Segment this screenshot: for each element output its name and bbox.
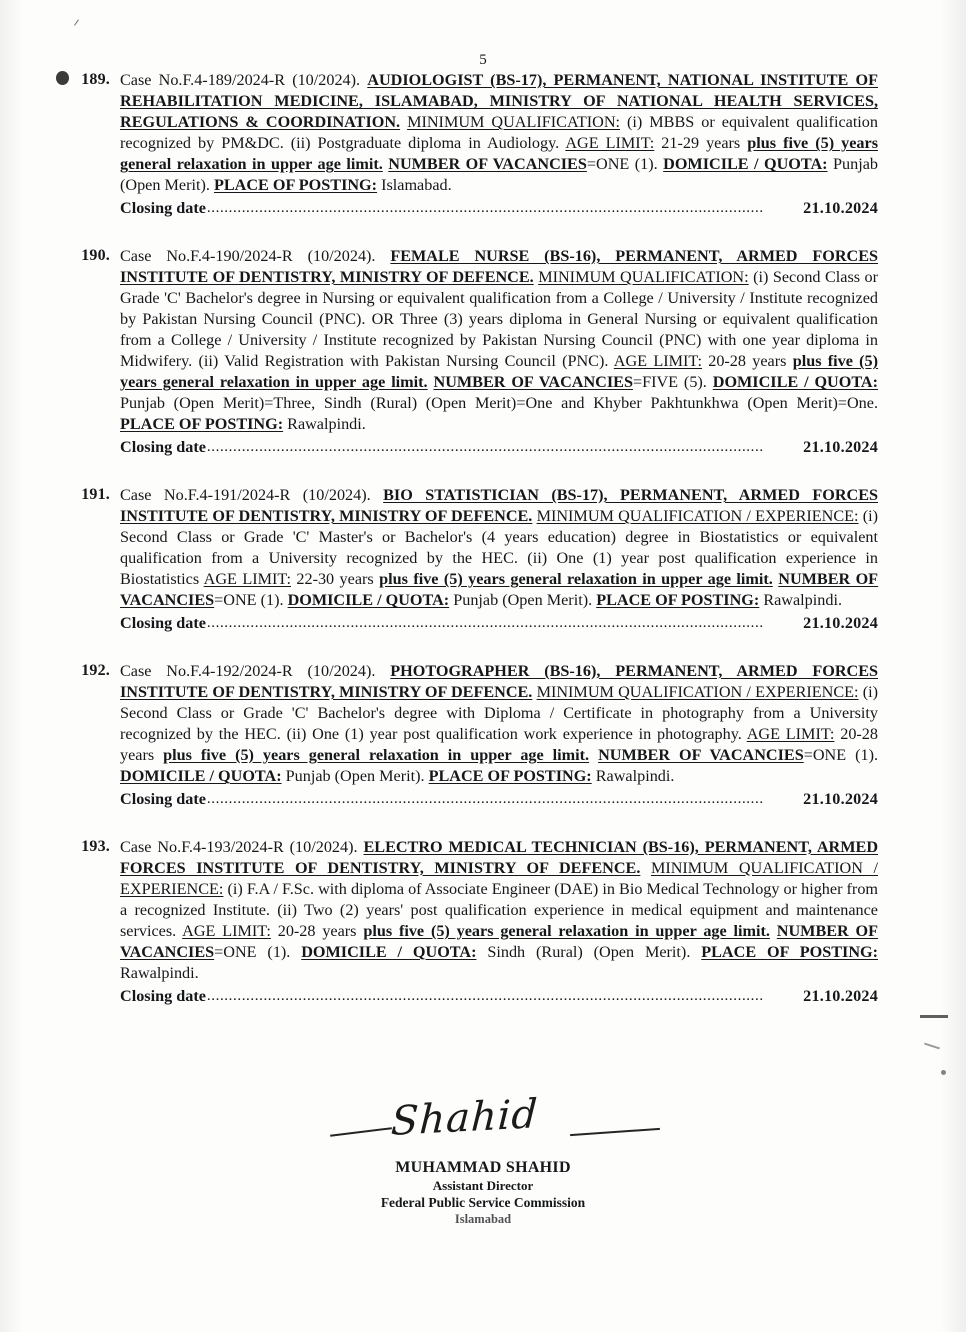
qualification-label: MINIMUM QUALIFICATION / EXPERIENCE: <box>536 682 859 701</box>
page-number: 5 <box>479 52 487 68</box>
job-title: ELECTRO MEDICAL TECHNICIAN (BS-16), PERMANENT, ARMED FORCES INSTITUTE OF DENTISTRY, MINISTRY OF DEFENCE. <box>120 837 879 877</box>
domicile-label: DOMICILE / QUOTA: <box>663 155 828 174</box>
posting-text: Rawalpindi. <box>120 964 199 983</box>
signatory-name: MUHAMMAD SHAHID <box>395 1159 571 1176</box>
job-title: PHOTOGRAPHER (BS-16), PERMANENT, ARMED FORCES INSTITUTE OF DENTISTRY, MINISTRY OF DEFENCE. <box>120 661 879 701</box>
entry-number: 191. <box>81 485 110 503</box>
dot-leader: ................................................................................................................................ <box>206 200 764 217</box>
vacancies-text: =ONE (1). <box>803 746 879 765</box>
entry-number: 190. <box>81 246 110 264</box>
qualification-text: (i) MBBS or equivalent qualification recognized by PM&DC. (ii) Postgraduate diploma in Audiology. <box>120 113 878 153</box>
posting-label: PLACE OF POSTING: <box>596 591 760 610</box>
vacancies-text: =ONE (1). <box>214 943 291 961</box>
posting-text: Rawalpindi. <box>595 767 675 786</box>
domicile-text: Punjab (Open Merit). <box>453 591 593 610</box>
vacancy-entry <box>58 661 878 811</box>
case-number: Case No.F.4-193/2024-R (10/2024). <box>120 837 358 856</box>
posting-text: Islamabad. <box>381 176 452 195</box>
entry-body <box>120 246 878 459</box>
age-relaxation-text: plus five (5) years general relaxation in upper age limit. <box>120 352 879 392</box>
closing-date-value: 21.10.2024 <box>803 790 878 809</box>
scan-artifact-mark <box>920 1015 948 1018</box>
signatory-title: Assistant Director <box>432 1178 534 1193</box>
closing-date-row <box>120 198 878 220</box>
posting-text: Rawalpindi. <box>287 415 366 434</box>
age-relaxation-text: plus five (5) years general relaxation in upper age limit. <box>363 921 770 940</box>
job-title: FEMALE NURSE (BS-16), PERMANENT, ARMED FORCES INSTITUTE OF DENTISTRY, MINISTRY OF DEFENCE. <box>120 246 879 286</box>
vacancy-entry <box>58 70 878 220</box>
qualification-text: (i) Second Class or Grade 'C' Bachelor's degree with Diploma / Certificate in photography from a University recognized by the HEC. (ii) One (1) year post qualification work experience in photography. <box>120 682 878 743</box>
qualification-label: MINIMUM QUALIFICATION / EXPERIENCE: <box>536 507 859 525</box>
age-relaxation-text: plus five (5) years general relaxation in upper age limit. <box>120 134 878 174</box>
vacancies-text: =FIVE (5). <box>632 373 707 392</box>
vacancies-label: NUMBER OF VACANCIES <box>433 373 633 392</box>
vacancies-text: =ONE (1). <box>586 155 658 174</box>
job-title: BIO STATISTICIAN (BS-17), PERMANENT, ARMED FORCES INSTITUTE OF DENTISTRY, MINISTRY OF DEFENCE. <box>120 485 878 525</box>
entry-number: 192. <box>81 661 110 679</box>
domicile-text: Punjab (Open Merit). <box>120 155 878 195</box>
vacancies-label: NUMBER OF VACANCIES <box>598 746 804 765</box>
posting-label: PLACE OF POSTING: <box>120 415 284 434</box>
age-limit-text: 22-30 years <box>296 570 374 589</box>
age-limit-text: 20-28 years <box>277 921 357 940</box>
domicile-text: Punjab (Open Merit)=Three, Sindh (Rural) (Open Merit)=One and Khyber Pakhtunkhwa (Open Merit)=One. <box>120 394 878 413</box>
entry-body <box>120 837 878 1008</box>
closing-date-row <box>120 613 878 635</box>
qualification-label: MINIMUM QUALIFICATION: <box>407 113 621 132</box>
entry-number: 189. <box>58 70 120 220</box>
domicile-label: DOMICILE / QUOTA: <box>120 767 282 786</box>
vacancy-entry <box>58 485 878 635</box>
vacancy-entry <box>58 837 878 1008</box>
closing-date-label: Closing date <box>120 987 206 1006</box>
age-limit-text: 21-29 years <box>661 134 741 153</box>
closing-date-label: Closing date <box>120 614 206 633</box>
age-relaxation-text: plus five (5) years general relaxation in upper age limit. <box>163 746 590 765</box>
signature-flourish-right <box>570 1128 660 1136</box>
qualification-text: (i) F.A / F.Sc. with diploma of Associate Engineer (DAE) in Bio Medical Technology or higher from a recognized Institute. (ii) Two (2) years' post qualification experience in medical equipment and maintenance services. <box>120 879 879 940</box>
vacancy-entry <box>58 246 878 459</box>
vacancies-text: =ONE (1). <box>214 591 284 610</box>
closing-date-row <box>120 437 878 459</box>
vacancies-label: NUMBER OF VACANCIES <box>120 570 879 610</box>
age-limit-label: AGE LIMIT: <box>613 352 702 371</box>
vacancies-label: NUMBER OF VACANCIES <box>120 921 879 961</box>
signature-block <box>0 1091 966 1227</box>
scan-artifact-mark <box>941 1070 946 1075</box>
age-relaxation-text: plus five (5) years general relaxation in upper age limit. <box>379 570 773 589</box>
entry-body <box>120 661 878 811</box>
age-limit-label: AGE LIMIT: <box>182 921 271 940</box>
closing-date-label: Closing date <box>120 199 206 218</box>
dot-leader: ................................................................................................................................ <box>206 439 764 456</box>
dot-leader: ................................................................................................................................ <box>206 791 764 808</box>
closing-date-row <box>120 789 878 811</box>
case-number: Case No.F.4-191/2024-R (10/2024). <box>120 485 371 504</box>
posting-label: PLACE OF POSTING: <box>701 943 878 961</box>
scan-artifact-mark <box>924 1043 940 1050</box>
closing-date-value: 21.10.2024 <box>803 438 878 457</box>
qualification-text: (i) Second Class or Grade 'C' Bachelor's degree in Nursing or equivalent qualification from a College / University / Institute recognized by Pakistan Nursing Council (PNC). OR Three (3) years diploma in General Nursing or equivalent qualification from a College / University / Institute recognized by Pakistan Nursing Council (PNC) with one year diploma in Midwifery. (ii) Valid Registration with Pakistan Nursing Council (PNC). <box>120 267 879 371</box>
age-limit-label: AGE LIMIT: <box>565 134 655 153</box>
closing-date-label: Closing date <box>120 790 206 809</box>
closing-date-value: 21.10.2024 <box>803 987 878 1006</box>
case-number: Case No.F.4-190/2024-R (10/2024). <box>120 246 376 265</box>
signature-flourish-left <box>330 1127 392 1137</box>
closing-date-value: 21.10.2024 <box>803 614 878 633</box>
signatory-organization: Federal Public Service Commission <box>380 1195 586 1210</box>
closing-date-label: Closing date <box>120 438 206 457</box>
case-number: Case No.F.4-189/2024-R (10/2024). <box>120 71 361 89</box>
domicile-label: DOMICILE / QUOTA: <box>301 943 477 961</box>
qualification-text: (i) Second Class or Grade 'C' Master's or Bachelor's (4 years education) degree in Biostatistics or equivalent qualification from a University recognized by the HEC. (ii) One (1) year post qualification experience in Biostatistics <box>120 507 878 589</box>
posting-label: PLACE OF POSTING: <box>213 176 378 195</box>
signatory-city: Islamabad <box>454 1212 512 1226</box>
qualification-label: MINIMUM QUALIFICATION: <box>538 267 749 286</box>
entry-body <box>120 485 878 635</box>
age-limit-label: AGE LIMIT: <box>203 570 291 589</box>
job-title: AUDIOLOGIST (BS-17), PERMANENT, NATIONAL INSTITUTE OF REHABILITATION MEDICINE, ISLAMABAD, MINISTRY OF NATIONAL HEALTH SERVICES, REGULATIONS & COORDINATION. <box>120 71 878 132</box>
domicile-text: Sindh (Rural) (Open Merit). <box>487 943 691 961</box>
closing-date-row <box>120 986 878 1008</box>
age-limit-text: 20-28 years <box>120 725 878 765</box>
posting-label: PLACE OF POSTING: <box>428 767 592 786</box>
entries-list <box>58 70 878 1034</box>
dot-leader: ................................................................................................................................ <box>206 988 764 1005</box>
domicile-label: DOMICILE / QUOTA: <box>287 591 450 610</box>
handwritten-signature: Shahid <box>390 1091 540 1145</box>
age-limit-label: AGE LIMIT: <box>746 725 835 743</box>
domicile-label: DOMICILE / QUOTA: <box>712 373 879 392</box>
age-limit-text: 20-28 years <box>708 352 787 371</box>
entry-body <box>120 70 878 220</box>
case-number: Case No.F.4-192/2024-R (10/2024). <box>120 661 376 680</box>
closing-date-value: 21.10.2024 <box>803 199 878 218</box>
posting-text: Rawalpindi. <box>763 591 843 610</box>
dot-leader: ................................................................................................................................ <box>206 615 764 632</box>
qualification-label: MINIMUM QUALIFICATION / EXPERIENCE: <box>120 858 878 898</box>
entry-number: 193. <box>81 837 110 855</box>
domicile-text: Punjab (Open Merit). <box>285 767 425 786</box>
vacancies-label: NUMBER OF VACANCIES <box>388 155 587 174</box>
scan-artifact-mark <box>74 19 79 25</box>
